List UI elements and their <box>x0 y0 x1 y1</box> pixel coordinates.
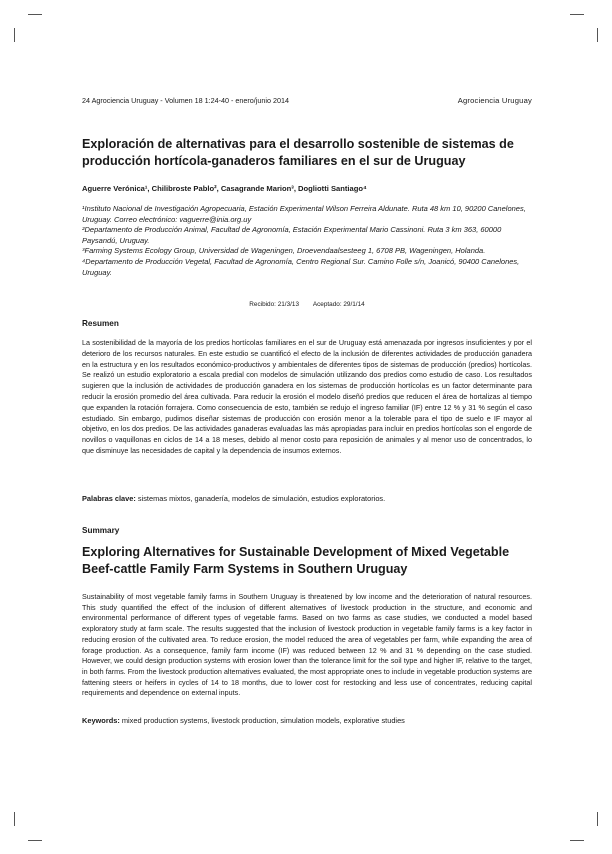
article-title-spanish: Exploración de alternativas para el desarrollo sostenible de sistemas de producción hortícola-ganaderos familiares en el sur de Uruguay <box>82 137 514 168</box>
summary-heading: Summary <box>82 526 120 535</box>
affiliation-2: ²Departamento de Producción Animal, Facultad de Agronomía, Estación Experimental Mario Cassinoni. Ruta 3 km 363, 60000 Paysandú, Uruguay. <box>82 225 502 245</box>
keywords-english-label: Keywords: <box>82 716 120 725</box>
keywords-spanish-text: sistemas mixtos, ganadería, modelos de simulación, estudios exploratorios. <box>135 494 386 503</box>
affiliation-1: ¹Instituto Nacional de Investigación Agropecuaria, Estación Experimental Wilson Ferreira Aldunate. Ruta 48 km 10, 90200 Canelones, Uruguay. Correo electrónico: vaguerre@inia.org.uy <box>82 204 526 224</box>
keywords-english-text: mixed production systems, livestock production, simulation models, explorative studies <box>119 716 405 725</box>
crop-mark <box>570 14 584 15</box>
crop-mark <box>597 28 598 42</box>
summary-text: Sustainability of most vegetable family farms in Southern Uruguay is threatened by low income and the deterioration of natural resources. This study quantified the effect of the inclusion of different alternatives of livestock production in the structure, and economic and environmental performance of different types of vegetable farms. Based on two farms as case studies, we conducted a model based exploratory study at farm scale. The results suggested that the inclusion of livestock production in vegetable family farms is a key factor in reducing erosion of the cultivated area. To reduce erosion, the model reduced the area of vegetables per farm, while expanding the area of forage production. As a consequence, family farm income (IF) was reduced between 12 % and 31 % depending on the case studied. However, we could design production systems with erosion lower than the tolerance limit for the soil type and higher IF, relative to the target, in both farms. From the livestock production alternatives evaluated, the most appropriate ones to include in vegetable production systems are fattening steers or heifers in cycles of 14 to 18 months, due to lower cost for restocking and less use of concentrates, reducing capital requirements and dependence on external inputs. <box>82 592 532 698</box>
crop-mark <box>28 14 42 15</box>
running-header <box>82 96 532 110</box>
author-list: Aguerre Verónica¹, Chilibroste Pablo², Casagrande Marion³, Dogliotti Santiago⁴ <box>82 184 367 193</box>
crop-mark <box>597 812 598 826</box>
accepted-date: Aceptado: 29/1/14 <box>312 301 365 308</box>
keywords-spanish <box>82 494 532 503</box>
submission-dates <box>82 301 532 308</box>
keywords-spanish-label: Palabras clave: <box>82 494 136 503</box>
resumen-heading: Resumen <box>82 319 119 328</box>
received-date: Recibido: 21/3/13 <box>249 301 300 308</box>
crop-mark <box>14 812 15 826</box>
affiliations <box>82 204 537 278</box>
crop-mark <box>570 840 584 841</box>
running-header-right: Agrociencia Uruguay <box>457 96 532 105</box>
affiliation-3: ³Farming Systems Ecology Group, Universidad de Wageningen, Droevendaalsesteeg 1, 6708 PB, Wageningen, Holanda. <box>82 246 486 256</box>
keywords-english <box>82 716 532 725</box>
crop-mark <box>28 840 42 841</box>
running-header-left: 24 Agrociencia Uruguay - Volumen 18 1:24-40 - enero/junio 2014 <box>82 96 289 105</box>
crop-mark <box>14 28 15 42</box>
article-title-english: Exploring Alternatives for Sustainable Development of Mixed Vegetable Beef-cattle Family Farm Systems in Southern Uruguay <box>82 545 510 576</box>
affiliation-4: ⁴Departamento de Producción Vegetal, Facultad de Agronomía, Centro Regional Sur. Camino Folle s/n, Joanicó, 90400 Canelones, Uruguay. <box>82 256 520 277</box>
resumen-text: La sostenibilidad de la mayoría de los predios hortícolas familiares en el sur de Uruguay está amenazada por ingresos insuficientes y por el deterioro de los recursos naturales. En este estudio se cuantificó el efecto de la inclusión de diferentes actividades de producción ganadera en la estructura y en los resultados económico-productivos y ambientales de diferentes tipos de sistemas de producción (predios) hortícolas. Se realizó un estudio exploratorio a escala predial con modelos de simulación utilizando dos predios como estudio de caso. Los resultados sugieren que la inclusión de actividades de producción ganadera en los sistemas de producción hortícolas es un factor determinante para reducir la erosión promedio del área cultivada. Para reducir la erosión el modelo diseñó predios que reducen el área de hortalizas al tiempo que expanden la rotación forrajera. Como consecuencia de esto, también se redujo el ingreso familiar (IF) entre 12 % y 31 % según el caso estudiado. Sin embargo, pudimos diseñar sistemas de producción con erosión menor a la tolerable para el tipo de suelo e IF mayor al objetivo, en los dos predios. De las actividades ganaderas evaluadas las más apropiadas para incluir en predios hortícolas son el engorde de novillos o vaquillonas en ciclos de 14 a 18 meses, debido al menor costo para reposición de animales y al menor uso de concentrados, lo que disminuye las necesidades de capital y la dependencia de insumos externos. <box>82 338 532 455</box>
